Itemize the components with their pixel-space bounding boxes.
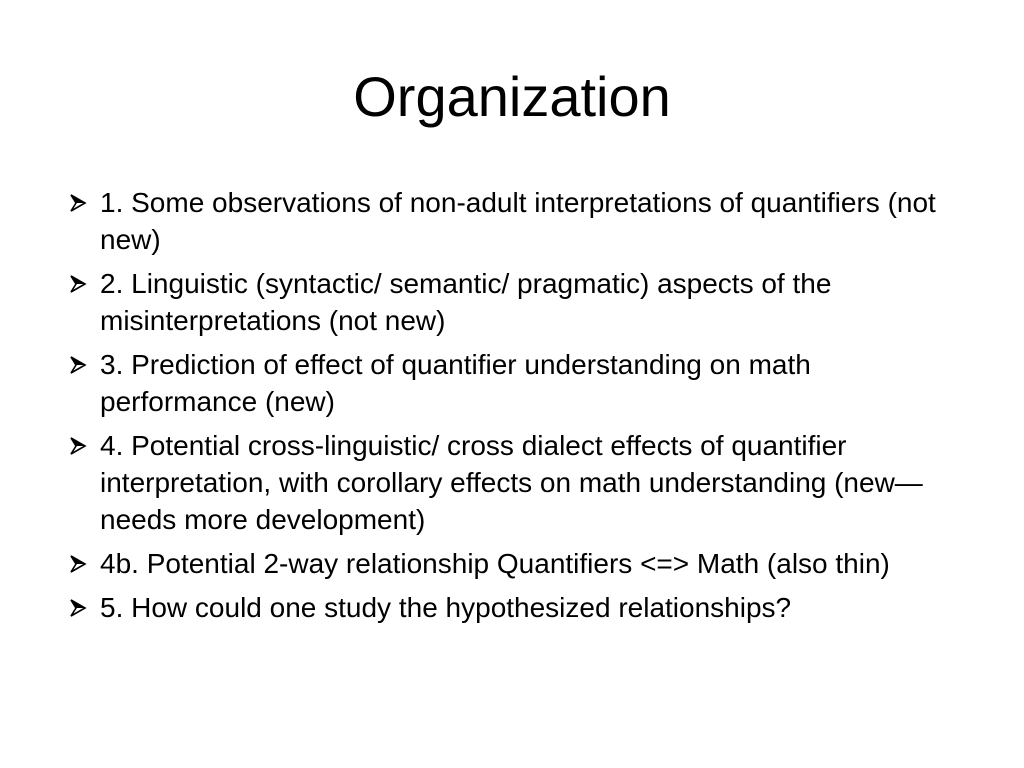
bullet-text: 5. How could one study the hypothesized relationships? bbox=[100, 592, 792, 623]
bullet-text: 1. Some observations of non-adult interpretations of quantifiers (not new) bbox=[100, 187, 936, 255]
bullet-text: 4b. Potential 2-way relationship Quantifiers <=> Math (also thin) bbox=[100, 548, 890, 579]
arrowhead-bullet-icon bbox=[68, 265, 90, 302]
bullet-item bbox=[66, 265, 966, 339]
bullet-list bbox=[66, 184, 966, 633]
slide-title: Organization bbox=[353, 65, 671, 128]
bullet-item bbox=[66, 589, 966, 626]
arrowhead-bullet-icon bbox=[68, 346, 90, 383]
arrowhead-bullet-icon bbox=[68, 589, 90, 626]
bullet-text: 4. Potential cross-linguistic/ cross dialect effects of quantifier interpretation, with corollary effects on math understanding (new—needs more development) bbox=[100, 430, 923, 535]
bullet-text: 2. Linguistic (syntactic/ semantic/ pragmatic) aspects of the misinterpretations (not new) bbox=[100, 268, 832, 336]
bullet-text: 3. Prediction of effect of quantifier understanding on math performance (new) bbox=[100, 349, 811, 417]
bullet-item bbox=[66, 545, 966, 582]
arrowhead-bullet-icon bbox=[68, 427, 90, 464]
bullet-item bbox=[66, 427, 966, 538]
bullet-item bbox=[66, 346, 966, 420]
bullet-item bbox=[66, 184, 966, 258]
arrowhead-bullet-icon bbox=[68, 184, 90, 221]
arrowhead-bullet-icon bbox=[68, 545, 90, 582]
